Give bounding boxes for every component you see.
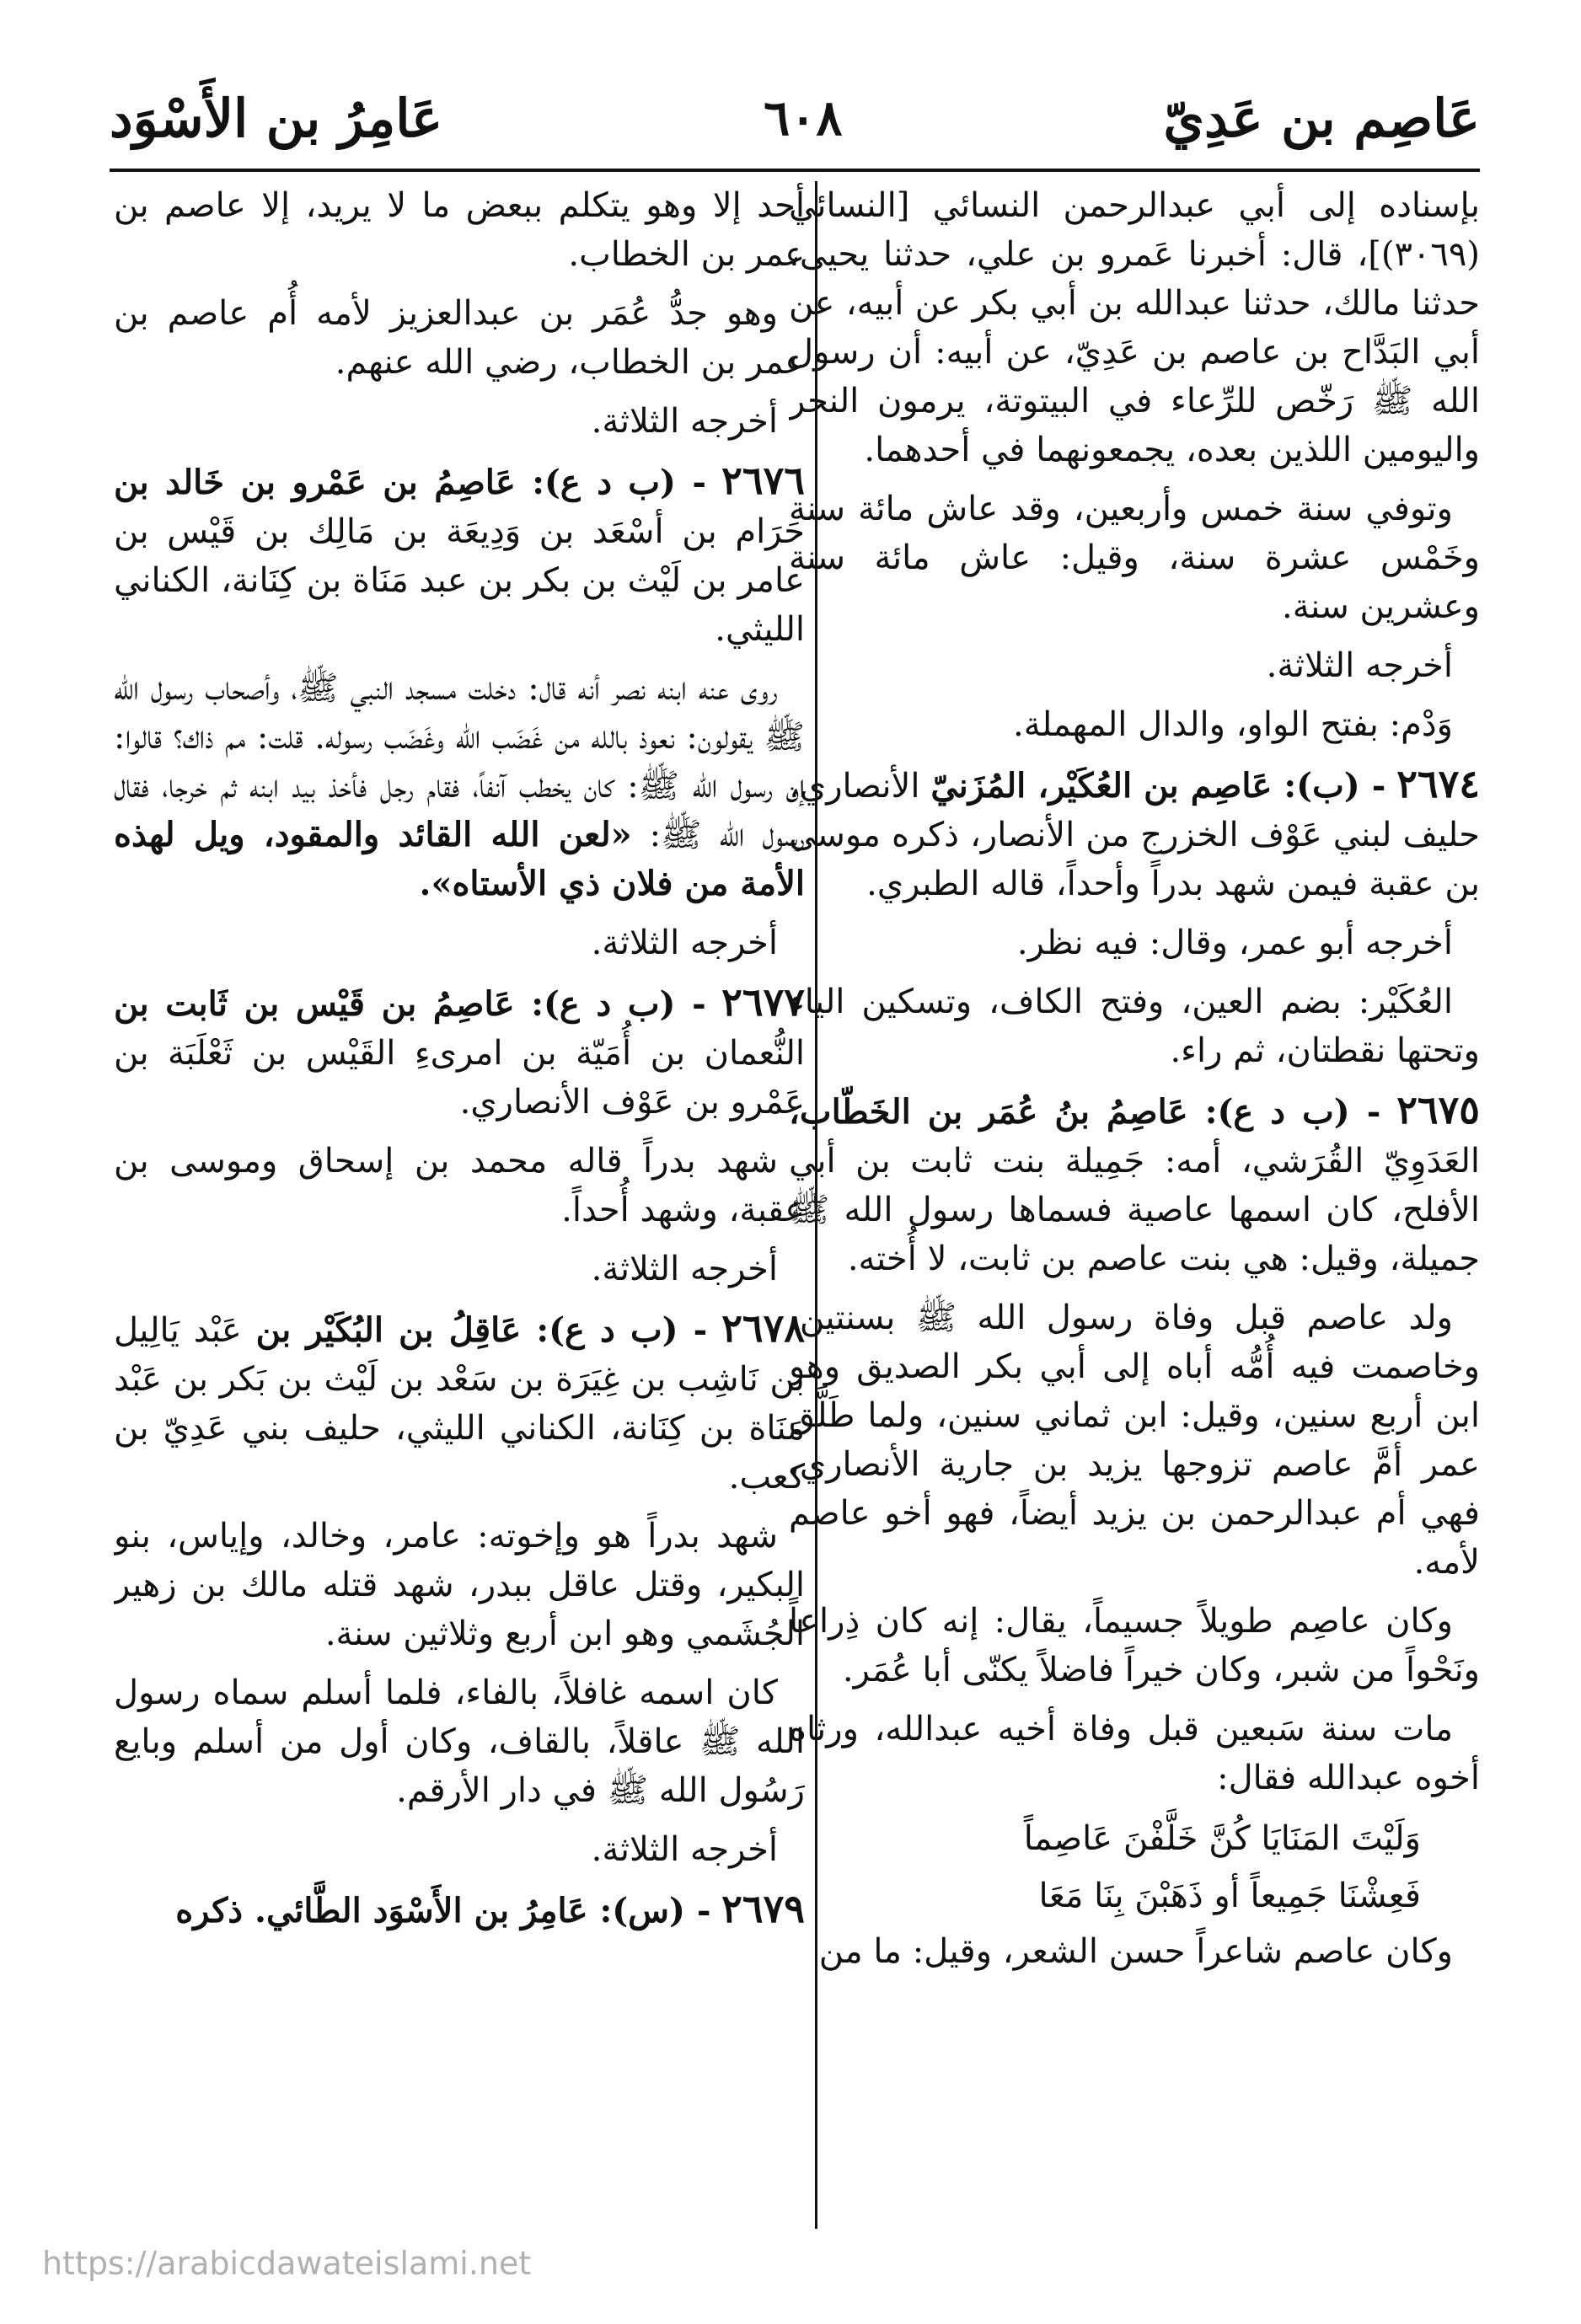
entry-heading: - (ب د ع): عَاقِلُ بن البُكَيْر بن: [255, 1310, 708, 1350]
paragraph: أخرجه الثلاثة.: [591, 402, 778, 441]
page-header: [110, 84, 1480, 152]
paragraph: مات سنة سَبعين قبل وفاة أخيه عبدالله، ورثاه أخوه عبدالله فقال:: [789, 1710, 1480, 1797]
paragraph: أخرجه الثلاثة.: [591, 924, 778, 962]
entry-2676: [114, 456, 805, 654]
paragraph: وتوفي سنة خمس وأربعين، وقد عاش مائة سنة وخَمْس عشرة سنة، وقيل: عاش مائة سنة وعشرين سنة.: [789, 490, 1480, 626]
entry-number: ٢٦٧٤: [1396, 761, 1480, 806]
verse-line-1: وَلَيْتَ المَنَايَا كُنَّ خَلَّفْنَ عَاصِماً: [1023, 1819, 1421, 1858]
entry-number: ٢٦٧٥: [1396, 1087, 1480, 1133]
paragraph: أخرجه الثلاثة.: [591, 1830, 778, 1869]
left-column: [114, 181, 805, 2246]
entry-body: النُّعمان بن أُمَيّة بن امرىءِ القَيْس بن ثَعْلَبَة بن عَمْرو بن عَوْف الأنصاري.: [114, 1034, 805, 1122]
paragraph: أخرجه الثلاثة.: [591, 1250, 778, 1288]
entry-body: العَدَوِيّ القُرَشي، أمه: جَمِيلة بنت ثابت بن أبي الأفلح، كان اسمها عاصية فسماها رسول الله ﷺ جميلة، وقيل: هي بنت عاصم بن ثابت، لا أُخته.: [789, 1142, 1480, 1278]
entry-body: عَبْد يَالِيل بن نَاشِب بن غِيَرَة بن سَعْد بن لَيْث بن بَكر بن عَبْد مَنَاة بن كِنَانة، الكناني الليثي، حليف بني عَدِيّ بن كعب.: [114, 1311, 805, 1497]
entry-number: ٢٦٧٦: [721, 458, 805, 503]
entry-body: حَرَام بن أسْعَد بن وَدِيعَة بن مَالِك بن قَيْس بن عامر بن لَيْث بن بكر بن عبد مَنَاة بن كِنَانة، الكناني الليثي.: [114, 512, 805, 649]
entry-body: الأنصاري، حليف لبني عَوْف الخزرج من الأنصار، ذكره موسى بن عقبة فيمن شهد بدراً وأحداً، قاله الطبري.: [789, 767, 1480, 903]
running-title-left: عَامِرُ بن الأَسْوَد: [110, 87, 443, 149]
entry-2675: [789, 1085, 1480, 1283]
paragraph: أحد إلا وهو يتكلم ببعض ما لا يريد، إلا عاصم بن عمر بن الخطاب.: [114, 186, 805, 274]
entry-heading: - (ب د ع): عَاصِمُ بن عَمْرو بن خَالد بن: [114, 463, 706, 502]
entry-2678: [114, 1304, 805, 1502]
entry-heading: - (ب): عَاصِم بن العُكَيْر، المُزَنيّ: [930, 766, 1386, 806]
paragraph: وهو جدُّ عُمَر بن عبدالعزيز لأمه أُم عاصم بن عمر بن الخطاب، رضي الله عنهم.: [114, 294, 805, 382]
running-title-right: عَاصِم بن عَدِيّ: [1163, 87, 1480, 149]
entry-heading: - (ب د ع): عَاصِمُ بن قَيْس بن ثَابت بن: [114, 984, 706, 1024]
paragraph: وكان عاصِم طويلاً جسيماً، يقال: إنه كان ذِراعاً ونَحْواً من شبر، وكان خيراً فاضلاً يكنّى أبا عُمَر.: [789, 1602, 1480, 1689]
paragraph: ولد عاصم قبل وفاة رسول الله ﷺ بسنتين، وخاصمت فيه أُمُّه أباه إلى أبي بكر الصديق وهو ابن أربع سنين، وقيل: ابن ثماني سنين، ولما طَلَّق عمر أمَّ عاصم تزوجها يزيد بن جارية الأنصاري، فهي أم عبدالرحمن بن يزيد أيضاً، فهو أخو عاصم لأمه.: [789, 1299, 1480, 1582]
paragraph-text: روى عنه ابنه نصر أنه قال: دخلت مسجد النبي ﷺ، وأصحاب رسول الله ﷺ يقولون: نعوذ بالله من غَضَب الله وغَضَب رسوله. قلت: مم ذاك؟ قالوا: إن رسول الله ﷺ: كان يخطب آنفاً، فقام رجل فأخذ بيد ابنه ثم خرجا، فقال رسول الله ﷺ:: [114, 669, 805, 854]
verse-line-2: فَعِشْنَا جَمِيعاً أو ذَهَبْنَ بِنَا مَعَا: [1038, 1877, 1421, 1915]
paragraph: كان اسمه غافلاً، بالفاء، فلما أسلم سماه رسول الله ﷺ عاقلاً، بالقاف، وكان أول من أسلم وبايع رَسُول الله ﷺ في دار الأرقم.: [114, 1673, 805, 1810]
paragraph: شهد بدراً هو وإخوته: عامر، وخالد، وإياس، بنو البكير، وقتل عاقل ببدر، شهد قتله مالك بن زهير الجُشَمي وهو ابن أربع وثلاثين سنة.: [114, 1517, 805, 1653]
page-number: ٦٠٨: [764, 89, 843, 147]
entry-heading: - (ب د ع): عَاصِمُ بنُ عُمَر بن الخَطّاب،: [789, 1092, 1381, 1132]
hadith-quote: «لعن الله القائد والمقود، ويل لهذه الأمة من فلان ذي الأستاه».: [114, 815, 805, 903]
entry-2677: [114, 977, 805, 1127]
paragraph: وكان عاصم شاعراً حسن الشعر، وقيل: ما من: [818, 1932, 1453, 1971]
paragraph: أخرجه أبو عمر، وقال: فيه نظر.: [1016, 924, 1453, 962]
paragraph: بإسناده إلى أبي عبدالرحمن النسائي [النسائي (٣٠٦٩)]، قال: أخبرنا عَمرو بن علي، حدثنا يحيى، حدثنا مالك، حدثنا عبدالله بن أبي بكر عن أبيه، عن أبي البَدَّاح بن عاصم بن عَدِيّ، عن أبيه: أن رسول الله ﷺ رَخّص للرِّعاء في البيتوتة، يرمون النحر واليومين اللذين بعده، يجمعونهما في أحدهما.: [789, 186, 1480, 469]
entry-2674: [789, 759, 1480, 908]
column-divider: [815, 181, 817, 2229]
paragraph: العُكَيْر: بضم العين، وفتح الكاف، وتسكين الياء وتحتها نقطتان، ثم راء.: [789, 983, 1480, 1070]
entry-2679: [114, 1884, 805, 1936]
paragraph: وَدْم: بفتح الواو، والدال المهملة.: [1013, 705, 1453, 744]
paragraph: شهد بدراً قاله محمد بن إسحاق وموسى بن عقبة، وشهد أُحداً.: [114, 1142, 805, 1229]
paragraph: [114, 664, 805, 908]
paragraph: أخرجه الثلاثة.: [1266, 646, 1453, 685]
watermark-url: https://arabicdawateislami.net: [42, 2245, 532, 2282]
entry-heading: - (س): عَامِرُ بن الأَسْوَد الطَّائي. ذكره: [175, 1891, 711, 1930]
entry-number: ٢٦٧٩: [721, 1886, 805, 1931]
header-rule: [110, 169, 1480, 172]
right-column: [789, 181, 1480, 2246]
entry-number: ٢٦٧٧: [721, 979, 805, 1025]
entry-number: ٢٦٧٨: [721, 1305, 805, 1351]
